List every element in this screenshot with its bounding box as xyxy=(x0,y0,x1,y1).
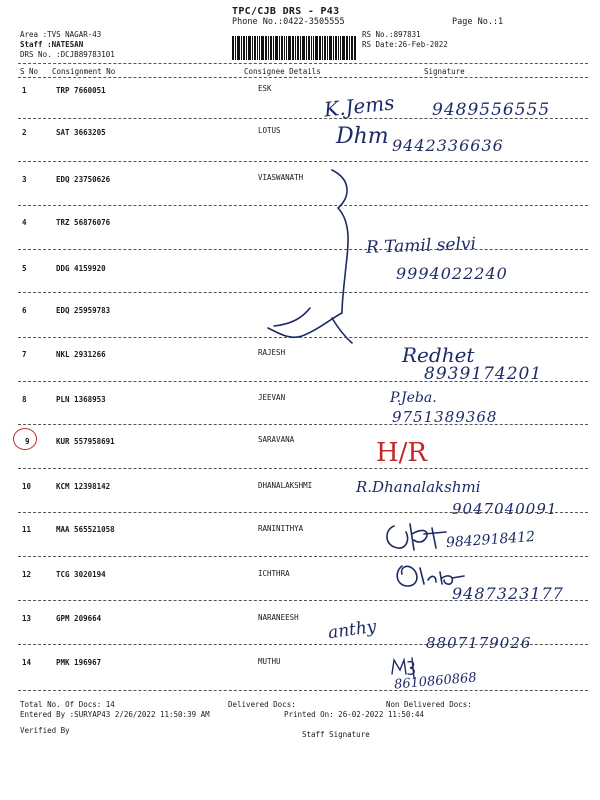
row-sno: 5 xyxy=(22,264,27,273)
phone-row-5: 9994022240 xyxy=(396,264,508,283)
phone-row-7: 8939174201 xyxy=(424,364,543,384)
drs-number: DRS No. :DCJB89783101 xyxy=(20,50,115,59)
non-delivered-docs: Non Delivered Docs: xyxy=(386,700,472,709)
signature-row-13: anthy xyxy=(326,616,378,644)
row-divider xyxy=(18,556,588,557)
staff-signature: Staff Signature xyxy=(302,730,370,739)
row-consignee: SARAVANA xyxy=(258,435,295,444)
signature-rows-4-5: R Tamil selvi xyxy=(365,234,477,258)
phone-number: Phone No.:0422-3505555 xyxy=(232,17,345,27)
row-consignment: TRZ 56876076 xyxy=(56,218,111,227)
row-sno: 4 xyxy=(22,218,27,227)
row-sno: 12 xyxy=(22,570,32,579)
row-sno: 14 xyxy=(22,658,32,667)
row-consignment: EDQ 25959783 xyxy=(56,306,111,315)
row-sno: 7 xyxy=(22,350,27,359)
staff-label: Staff :NATESAN xyxy=(20,40,84,49)
phone-row-13: 8807179026 xyxy=(426,634,532,652)
page-number: Page No.:1 xyxy=(452,17,504,27)
verified-by: Verified By xyxy=(20,726,70,735)
signature-row-7: Redhet xyxy=(402,343,475,367)
phone-row-14: 8610860868 xyxy=(393,670,478,693)
signature-row-1: K.Jems xyxy=(322,90,396,122)
signature-row-2: Dhm xyxy=(336,124,389,149)
signature-row-8: P.Jeba. xyxy=(390,390,437,406)
row-divider xyxy=(18,468,588,469)
row-consignee: ICHTHRA xyxy=(258,569,290,578)
column-header-divider xyxy=(18,77,588,78)
col-consignee-header: Consignee Details xyxy=(244,67,321,76)
col-sno-header: S No xyxy=(20,67,39,76)
row-consignee: MUTHU xyxy=(258,657,281,666)
row-sno: 1 xyxy=(22,86,27,95)
delivered-docs: Delivered Docs: xyxy=(228,700,296,709)
row-consignment: EDQ 23750626 xyxy=(56,175,111,184)
phone-row-12: 9487323177 xyxy=(452,584,564,603)
phone-row-10: 9047040091 xyxy=(452,500,558,518)
phone-row-11: 9842918412 xyxy=(445,528,536,552)
total-docs: Total No. Of Docs: 14 xyxy=(20,700,115,709)
row-consignment: KCM 12398142 xyxy=(56,482,111,491)
row-consignment: TRP 7660051 xyxy=(56,86,106,95)
signature-row-11 xyxy=(380,520,450,554)
document-title: TPC/CJB DRS - P43 xyxy=(232,6,340,17)
row-consignment: MAA 565521058 xyxy=(56,525,115,534)
phone-row-8: 9751389368 xyxy=(392,408,498,426)
col-consignment-header: Consignment No xyxy=(52,67,116,76)
row-consignment: TCG 3020194 xyxy=(56,570,106,579)
row-sno: 11 xyxy=(22,525,32,534)
signature-row-10: R.Dhanalakshmi xyxy=(356,478,481,496)
row-consignee: RANINITHYA xyxy=(258,524,304,533)
row-consignment: DDG 4159920 xyxy=(56,264,106,273)
phone-row-2: 9442336636 xyxy=(392,136,504,155)
row-consignee: ESK xyxy=(258,84,272,93)
row-consignment: KUR 557958691 xyxy=(56,437,115,446)
row-sno: 2 xyxy=(22,128,27,137)
area-label: Area :TVS NAGAR-43 xyxy=(20,30,102,39)
delivery-bracket-mark xyxy=(262,168,372,358)
rs-number: RS No.:897831 xyxy=(362,30,421,39)
row-consignee: NARANEESH xyxy=(258,613,299,622)
row-consignee: LOTUS xyxy=(258,126,281,135)
row-divider xyxy=(18,690,588,691)
row-consignment: NKL 2931266 xyxy=(56,350,106,359)
entered-by: Entered By :SURYAP43 2/26/2022 11:50:39 AM xyxy=(20,710,210,719)
row-sno: 10 xyxy=(22,482,32,491)
row-consignee: JEEVAN xyxy=(258,393,286,402)
rs-date: RS Date:26-Feb-2022 xyxy=(362,40,448,49)
hr-mark-row-9: H/R xyxy=(376,438,428,468)
barcode xyxy=(232,36,356,60)
printed-on: Printed On: 26-02-2022 11:50:44 xyxy=(284,710,424,719)
row-consignee: VIASWANATH xyxy=(258,173,304,182)
row-sno: 9 xyxy=(25,437,30,446)
row-sno: 13 xyxy=(22,614,32,623)
row-sno: 3 xyxy=(22,175,27,184)
row-consignment: GPM 209664 xyxy=(56,614,102,623)
row-sno: 6 xyxy=(22,306,27,315)
row-consignment: PMK 196967 xyxy=(56,658,102,667)
row-divider xyxy=(18,424,588,425)
row-consignment: SAT 3663205 xyxy=(56,128,106,137)
row-divider xyxy=(18,161,588,162)
row-consignee: RAJESH xyxy=(258,348,286,357)
row-sno: 8 xyxy=(22,395,27,404)
row-consignment: PLN 1368953 xyxy=(56,395,106,404)
col-signature-header: Signature xyxy=(424,67,465,76)
header-divider xyxy=(18,63,588,64)
phone-row-1: 9489556555 xyxy=(432,100,551,120)
row-consignee: DHANALAKSHMI xyxy=(258,481,313,490)
